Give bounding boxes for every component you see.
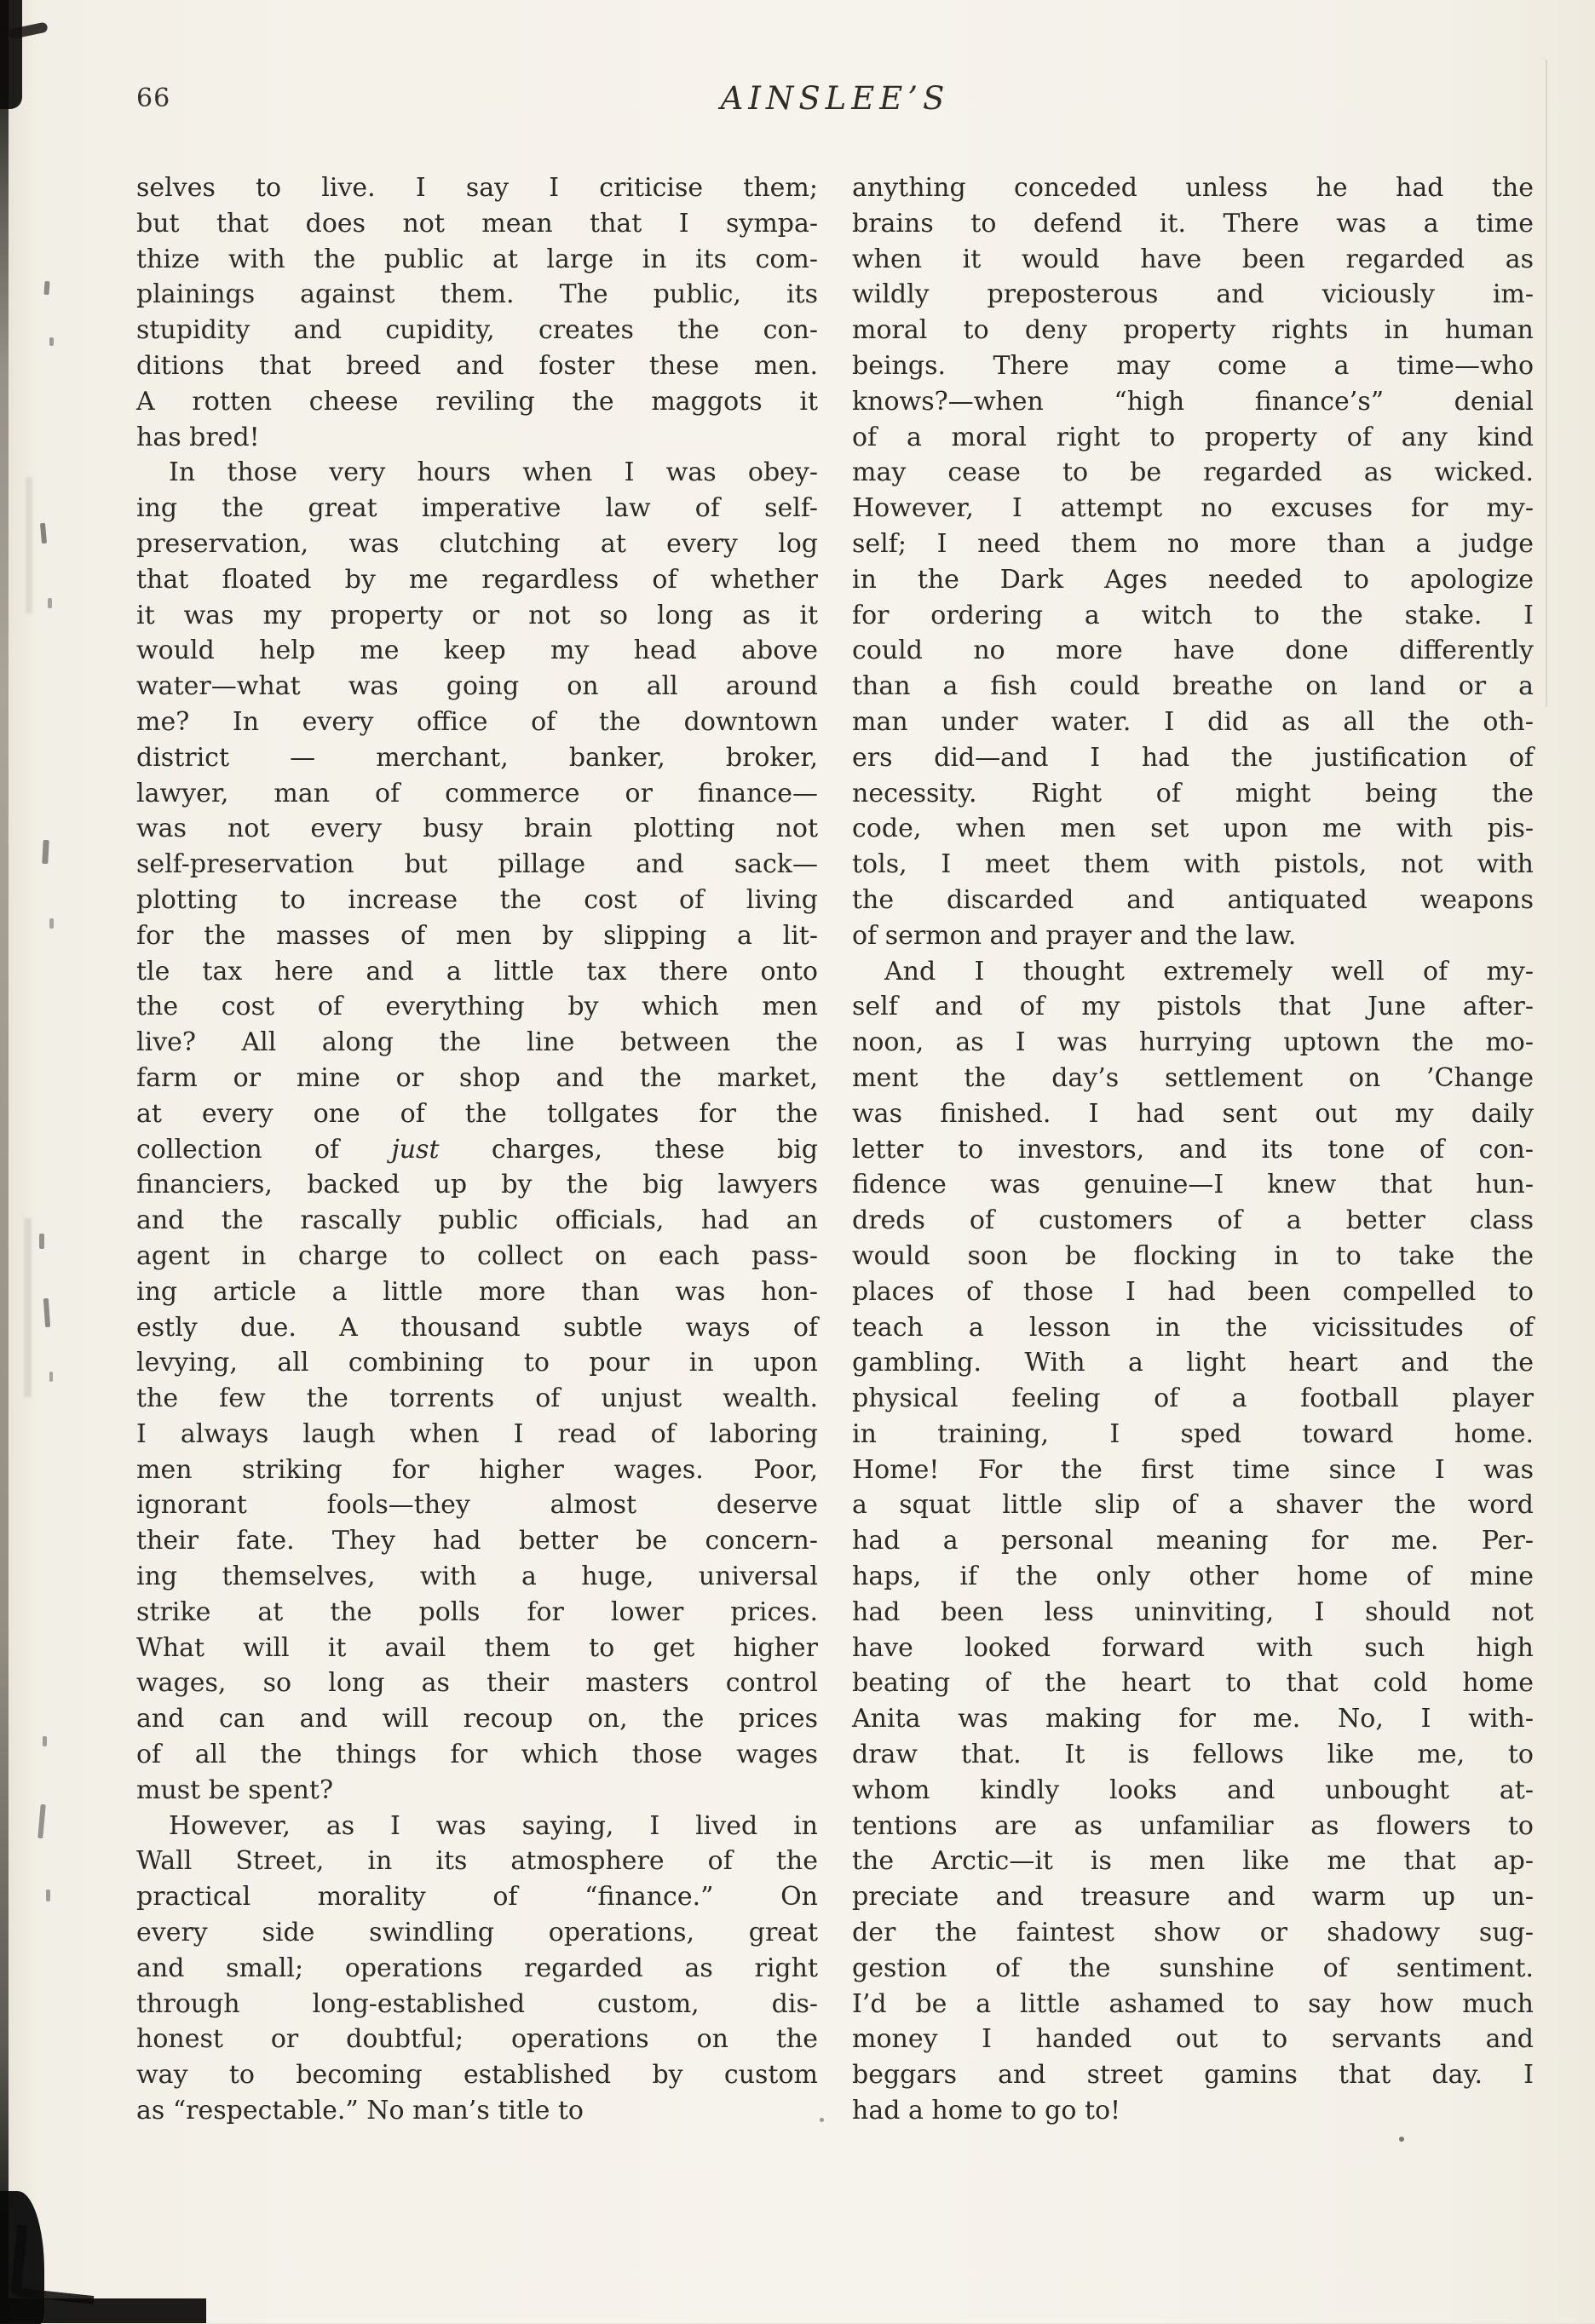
text-line: and can and will recoup on, the prices (136, 1704, 818, 1734)
text-line: honest or doubtful; operations on the (136, 2024, 818, 2055)
text-line: I’d be a little ashamed to say how much (852, 1988, 1534, 2019)
text-line: Home! For the first time since I was (852, 1454, 1534, 1485)
text-line: strike at the polls for lower prices. (136, 1596, 818, 1627)
header-title: AINSLEE’S (720, 80, 950, 117)
text-line: self and of my pistols that June after- (852, 992, 1534, 1022)
text-line: wildly preposterous and viciously im- (852, 279, 1534, 310)
text-line: ditions that breed and foster these men. (136, 350, 818, 381)
text-line: gambling. With a light heart and the (852, 1348, 1534, 1378)
text-line: wages, so long as their masters control (136, 1668, 818, 1699)
left-text-column (136, 170, 818, 2129)
text-line: beating of the heart to that cold home (852, 1668, 1534, 1699)
text-line: preservation, was clutching at every log (136, 528, 818, 559)
text-line: whom kindly looks and unbought at- (852, 1775, 1534, 1805)
text-line: the few the torrents of unjust wealth. (136, 1383, 818, 1414)
text-line: knows?—when “high finance’s” denial (852, 386, 1534, 417)
scan-artifact-tick (42, 840, 49, 864)
text-line: way to becoming established by custom (136, 2060, 818, 2091)
text-line: was finished. I had sent out my daily (852, 1098, 1534, 1129)
text-line: I always laugh when I read of laboring (136, 1418, 818, 1449)
text-line: beings. There may come a time—who (852, 350, 1534, 381)
text-line: tols, I meet them with pistols, not with (852, 849, 1534, 880)
text-line: district — merchant, banker, broker, (136, 742, 818, 773)
text-line: of a moral right to property of any kind (852, 422, 1534, 452)
text-line: ing the great imperative law of self- (136, 493, 818, 524)
text-line: estly due. A thousand subtle ways of (136, 1312, 818, 1343)
text-line: that floated by me regardless of whether (136, 564, 818, 595)
scan-artifact-bottom-bar (0, 2298, 206, 2323)
text-line: fidence was genuine—I knew that hun- (852, 1170, 1534, 1200)
text-line: as “respectable.” No man’s title to (136, 2096, 584, 2126)
text-line: for ordering a witch to the stake. I (852, 600, 1534, 630)
scan-artifact-tick (40, 523, 47, 544)
text-line: anything conceded unless he had the (852, 173, 1534, 203)
text-line: practical morality of “finance.” On (136, 1882, 818, 1913)
text-line: beggars and street gamins that day. I (852, 2060, 1534, 2091)
text-line: would help me keep my head above (136, 636, 818, 666)
scan-artifact-bottom-left (0, 2191, 44, 2324)
text-line: of sermon and prayer and the law. (852, 920, 1297, 951)
scan-artifact-tick (37, 1804, 45, 1838)
text-line: could no more have done differently (852, 636, 1534, 666)
text-line: places of those I had been compelled to (852, 1276, 1534, 1307)
text-line: plotting to increase the cost of living (136, 884, 818, 915)
scan-artifact-tick (39, 1234, 44, 1249)
text-line: teach a lesson in the vicissitudes of (852, 1312, 1534, 1343)
text-line: money I handed out to servants and (852, 2024, 1534, 2055)
text-line: has bred! (136, 422, 260, 452)
text-line: farm or mine or shop and the market, (136, 1062, 818, 1093)
scan-artifact-bottom-left-stroke (10, 2224, 101, 2304)
text-line: had been less uninviting, I should not (852, 1596, 1534, 1627)
scan-artifact-smudge (26, 477, 32, 613)
text-line: was not every busy brain plotting not (136, 814, 818, 844)
scan-artifact-tick (49, 918, 54, 929)
text-line: at every one of the tollgates for the (136, 1098, 818, 1129)
text-line: What will it avail them to get higher (136, 1632, 818, 1663)
text-line: dreds of customers of a better class (852, 1205, 1534, 1236)
scan-artifact-tick (48, 598, 52, 608)
text-line: through long-established custom, dis- (136, 1988, 818, 2019)
text-line: necessity. Right of might being the (852, 778, 1534, 808)
text-line: the cost of everything by which men (136, 992, 818, 1022)
text-line: would soon be flocking in to take the (852, 1240, 1534, 1271)
text-line: plainings against them. The public, its (136, 279, 818, 310)
text-line: men striking for higher wages. Poor, (136, 1454, 818, 1485)
text-line: ment the day’s settlement on ’Change (852, 1062, 1534, 1093)
text-line: their fate. They had better be concern- (136, 1526, 818, 1556)
text-line: selves to live. I say I criticise them; (136, 173, 818, 203)
text-line: but that does not mean that I sympa- (136, 208, 818, 239)
text-line: ing article a little more than was hon- (136, 1276, 818, 1307)
text-line: it was my property or not so long as it (136, 600, 818, 630)
text-line: However, I attempt no excuses for my- (852, 493, 1534, 524)
text-line: have looked forward with such high (852, 1632, 1534, 1663)
text-line: the discarded and antiquated weapons (852, 884, 1534, 915)
text-line: levying, all combining to pour in upon (136, 1348, 818, 1378)
scan-artifact-right-line (1546, 60, 1547, 707)
scan-artifact-tick (43, 281, 49, 295)
text-line: ing themselves, with a huge, universal (136, 1562, 818, 1592)
text-line: noon, as I was hurrying uptown the mo- (852, 1027, 1534, 1058)
text-line: of all the things for which those wages (136, 1740, 818, 1770)
text-line: agent in charge to collect on each pass- (136, 1240, 818, 1271)
text-line: tentions are as unfamiliar as flowers to (852, 1810, 1534, 1841)
scan-artifact-top-left-hook (8, 21, 48, 39)
text-line: letter to investors, and its tone of con- (852, 1134, 1534, 1165)
text-line: Anita was making for me. No, I with- (852, 1704, 1534, 1734)
text-line: tle tax here and a little tax there onto (136, 956, 818, 987)
text-line: financiers, backed up by the big lawyers (136, 1170, 818, 1200)
text-line: live? All along the line between the (136, 1027, 818, 1058)
text-line: der the faintest show or shadowy sug- (852, 1918, 1534, 1948)
text-line: A rotten cheese reviling the maggots it (136, 386, 818, 417)
page-number: 66 (136, 83, 171, 113)
text-line: preciate and treasure and warm up un- (852, 1882, 1534, 1913)
scan-artifact-speck (1399, 2137, 1404, 2142)
text-line: gestion of the sunshine of sentiment. (852, 1953, 1534, 1983)
scan-artifact-tick (49, 1372, 53, 1382)
text-line: stupidity and cupidity, creates the con- (136, 315, 818, 346)
scan-artifact-top-left (0, 0, 22, 109)
scan-artifact-speck (820, 2118, 824, 2122)
text-line: lawyer, man of commerce or finance— (136, 778, 818, 808)
text-line: me? In every office of the downtown (136, 706, 818, 737)
text-line: haps, if the only other home of mine (852, 1562, 1534, 1592)
scan-artifact-left-edge (0, 0, 9, 2323)
text-line: self; I need them no more than a judge (852, 528, 1534, 559)
text-line: thize with the public at large in its com- (136, 244, 818, 274)
text-line: for the masses of men by slipping a lit- (136, 920, 818, 951)
text-line: the Arctic—it is men like me that ap- (852, 1846, 1534, 1877)
text-line: must be spent? (136, 1775, 334, 1805)
text-line: collection of just charges, these big (136, 1134, 818, 1165)
text-line: may cease to be regarded as wicked. (852, 457, 1534, 488)
text-line: self-preservation but pillage and sack— (136, 849, 818, 880)
text-line: had a home to go to! (852, 2096, 1121, 2126)
text-line: in the Dark Ages needed to apologize (852, 564, 1534, 595)
text-line: brains to defend it. There was a time (852, 208, 1534, 239)
right-text-column (852, 170, 1534, 2129)
text-line: However, as I was saying, I lived in (169, 1810, 818, 1841)
text-line: ignorant fools—they almost deserve (136, 1490, 818, 1521)
text-line: had a personal meaning for me. Per- (852, 1526, 1534, 1556)
text-line: physical feeling of a football player (852, 1383, 1534, 1414)
scan-artifact-tick (46, 1890, 50, 1901)
text-line: and small; operations regarded as right (136, 1953, 818, 1983)
scan-artifact-tick (43, 1736, 47, 1746)
text-line: than a fish could breathe on land or a (852, 671, 1534, 702)
text-line: code, when men set upon me with pis- (852, 814, 1534, 844)
text-line: a squat little slip of a shaver the word (852, 1490, 1534, 1521)
text-line: in training, I sped toward home. (852, 1418, 1534, 1449)
scan-artifact-smudge (24, 1218, 32, 1397)
text-line: moral to deny property rights in human (852, 315, 1534, 346)
text-line: man under water. I did as all the oth- (852, 706, 1534, 737)
scan-artifact-tick (49, 337, 54, 346)
text-line: In those very hours when I was obey- (169, 457, 818, 488)
text-line: water—what was going on all around (136, 671, 818, 702)
text-line: every side swindling operations, great (136, 1918, 818, 1948)
text-line: draw that. It is fellows like me, to (852, 1740, 1534, 1770)
running-head (136, 80, 1534, 118)
text-line: ers did—and I had the justification of (852, 742, 1534, 773)
text-line: when it would have been regarded as (852, 244, 1534, 274)
text-line: Wall Street, in its atmosphere of the (136, 1846, 818, 1877)
scan-artifact-tick (43, 1298, 50, 1327)
text-line: and the rascally public officials, had an (136, 1205, 818, 1236)
text-line: And I thought extremely well of my- (884, 956, 1534, 987)
